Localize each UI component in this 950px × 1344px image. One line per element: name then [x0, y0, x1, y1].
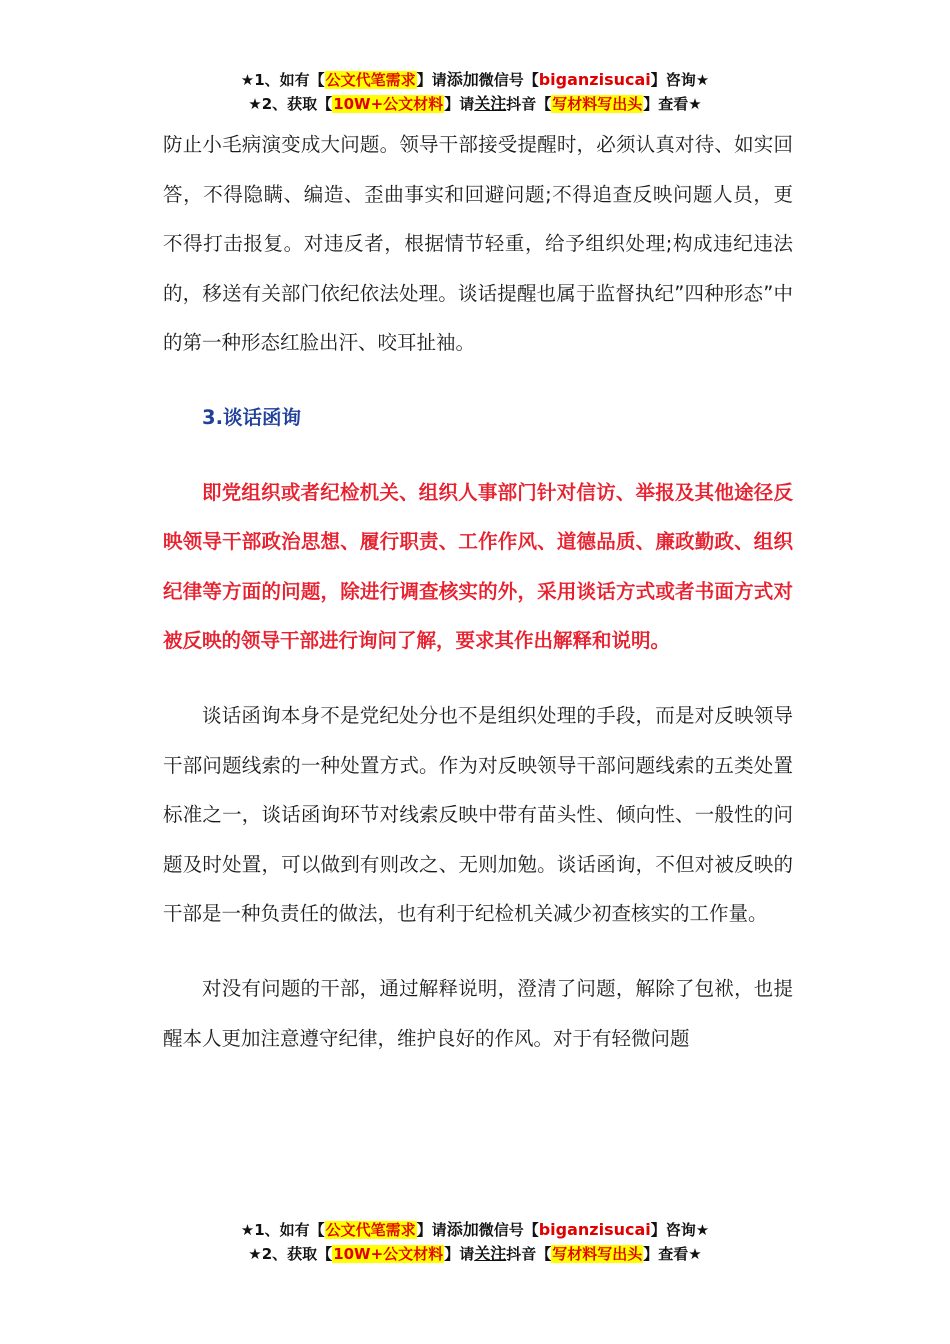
banner-text: 抖音【 [506, 1245, 552, 1263]
banner-text: 微信号【 [478, 71, 539, 89]
definition-paragraph: 即党组织或者纪检机关、组织人事部门针对信访、举报及其他途径反映领导干部政治思想、履行职责、工作作风、道德品质、廉政勤政、组织纪律等方面的问题，除进行调查核实的外，采用谈话方式或者书面方式对被反映的领导干部进行询问了解，要求其作出解释和说明。 [163, 480, 793, 653]
banner-text: 】请 [444, 95, 475, 113]
banner-line-2 [0, 1242, 950, 1266]
banner-text: 】咨询★ [650, 1221, 710, 1239]
section-heading: 3.谈话函询 [202, 405, 301, 429]
banner-text: ★1、如有【 [240, 71, 325, 89]
banner-emphasis: 关注 [474, 1244, 507, 1263]
banner-text: ★1、如有【 [240, 1221, 325, 1239]
banner-line-1 [0, 68, 950, 92]
banner-emphasis: 添加 [446, 70, 479, 89]
banner-douyin-account: 写材料写出头 [552, 95, 643, 113]
banner-text: 】查看★ [643, 1245, 702, 1263]
banner-text: 】请 [416, 71, 447, 89]
banner-highlight-materials: 10W+公文材料 [333, 95, 444, 113]
banner-text: ★2、获取【 [248, 1245, 333, 1263]
banner-text: 】请 [416, 1221, 447, 1239]
banner-text: 抖音【 [506, 95, 552, 113]
banner-highlight-service: 公文代笔需求 [325, 71, 416, 89]
footer-banner [0, 1218, 950, 1266]
banner-emphasis: 添加 [446, 1220, 479, 1239]
banner-wechat-id: biganzisucai [538, 70, 651, 89]
paragraph-3: 谈话函询本身不是党纪处分也不是组织处理的手段，而是对反映领导干部问题线索的一种处置方式。作为对反映领导干部问题线索的五类处置标准之一，谈话函询环节对线索反映中带有苗头性、倾向性、一般性的问题及时处置，可以做到有则改之、无则加勉。谈话函询，不但对被反映的干部是一种负责任的做法，也有利于纪检机关减少初查核实的工作量。 [163, 703, 793, 926]
banner-highlight-service: 公文代笔需求 [325, 1221, 416, 1239]
document-body [163, 120, 793, 1063]
banner-text: ★2、获取【 [248, 95, 333, 113]
paragraph-gap [163, 939, 793, 964]
banner-highlight-materials: 10W+公文材料 [333, 1245, 444, 1263]
paragraph-gap [163, 666, 793, 691]
header-banner [0, 68, 950, 116]
paragraph-gap [163, 443, 793, 468]
paragraph-4: 对没有问题的干部，通过解释说明，澄清了问题，解除了包袱，也提醒本人更加注意遵守纪律，维护良好的作风。对于有轻微问题 [163, 976, 793, 1050]
banner-text: 】请 [444, 1245, 475, 1263]
paragraph-gap [163, 368, 793, 393]
paragraph-1: 防止小毛病演变成大问题。领导干部接受提醒时，必须认真对待、如实回答，不得隐瞒、编造、歪曲事实和回避问题;不得追查反映问题人员，更不得打击报复。对违反者，根据情节轻重，给予组织处理;构成违纪违法的，移送有关部门依纪依法处理。谈话提醒也属于监督执纪”四种形态”中的第一种形态红脸出汗、咬耳扯袖。 [163, 133, 793, 355]
banner-line-1 [0, 1218, 950, 1242]
banner-emphasis: 关注 [474, 94, 507, 113]
banner-text: 微信号【 [478, 1221, 539, 1239]
banner-wechat-id: biganzisucai [538, 1220, 651, 1239]
banner-line-2 [0, 92, 950, 116]
banner-text: 】咨询★ [650, 71, 710, 89]
banner-text: 】查看★ [643, 95, 702, 113]
banner-douyin-account: 写材料写出头 [552, 1245, 643, 1263]
